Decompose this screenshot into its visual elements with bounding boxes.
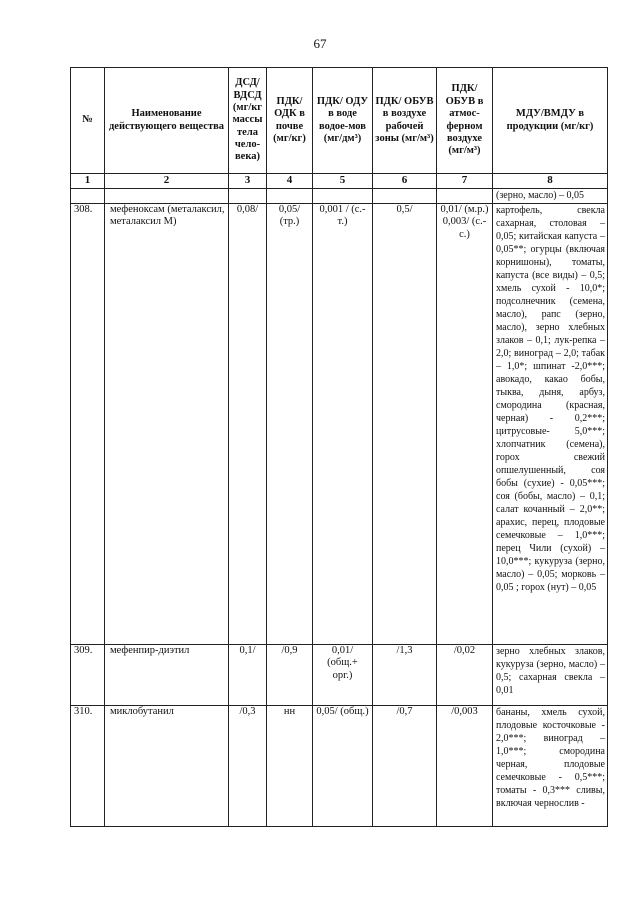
table-row — [71, 706, 608, 827]
header-name: Наименование действующего вещества — [105, 68, 229, 174]
obuv-work-value: /0,7 — [373, 706, 437, 827]
pdk-water-value: 0,01/ (общ.+ орг.) — [313, 645, 373, 706]
row-number: 310. — [71, 706, 105, 827]
mrl-value: зерно хлебных злаков, кукуруза (зерно, масло) – 0,5; сахарная свекла – 0,01 — [493, 645, 608, 706]
header-no: № — [71, 68, 105, 174]
obuv-atm-value: /0,003 — [437, 706, 493, 827]
dsd-value: /0,3 — [229, 706, 267, 827]
column-number: 3 — [229, 174, 267, 189]
obuv-work-value: 0,5/ — [373, 204, 437, 645]
table-row — [71, 645, 608, 706]
header-dsd: ДСД/ ВДСД (мг/кг массы тела чело-века) — [229, 68, 267, 174]
obuv-atm-value: 0,01/ (м.р.) 0,003/ (с.-с.) — [437, 204, 493, 645]
column-number: 6 — [373, 174, 437, 189]
pdk-soil-value: нн — [267, 706, 313, 827]
obuv-atm-value: /0,02 — [437, 645, 493, 706]
mrl-value: бананы, хмель сухой, плодовые косточковые - 2,0***; виноград – 1,0***; смородина черная, плодовые семечковые - 0,5***; томаты - 0,3*** сливы, включая чернослив - — [493, 706, 608, 827]
substance-name: мефенпир-диэтил — [105, 645, 229, 706]
obuv-work-value: /1,3 — [373, 645, 437, 706]
header-obuv-atm: ПДК/ ОБУВ в атмос-ферном воздухе (мг/м³) — [437, 68, 493, 174]
column-number-row — [71, 174, 608, 189]
continuation-row — [71, 189, 608, 204]
pdk-soil-value: 0,05/ (тр.) — [267, 204, 313, 645]
page-number: 67 — [313, 36, 327, 51]
header-pdk-water: ПДК/ ОДУ в воде водое-мов (мг/дм³) — [313, 68, 373, 174]
column-number: 8 — [493, 174, 608, 189]
substance-name: миклобутанил — [105, 706, 229, 827]
mrl-value: картофель, свекла сахарная, столовая – 0,05; китайская капуста – 0,05**; огурцы (включая корнишоны), томаты, капуста (все виды) – 0,5; хмель сухой - 10,0*; подсолнечник (семена, масло), рапс (зерно, масло), зерно хлебных злаков – 0,1; лук-репка – 2,0; виноград – 2,0; табак – 1,0*; шпинат -2,0***; авокадо, какао бобы, тыква, дыня, арбуз, смородина (красная, черная) - 0,2***; цитрусовые- 5,0***; хлопчатник (семена), горох свежий опшелушенный, соя бобы (сухие) - 0,05***; соя (бобы, масло) – 0,1; салат кочанный – 2,0**; арахис, перец, плодовые семечковые – 1,0***; перец Чили (сухой) – 10,0***; кукуруза (зерно, масло) – 0,05; морковь – 0,05 ; горох (нут) – 0,05 — [493, 204, 608, 645]
header-obuv-work: ПДК/ ОБУВ в воздухе рабочей зоны (мг/м³) — [373, 68, 437, 174]
substance-name: мефеноксам (металаксил, металаксил М) — [105, 204, 229, 645]
row-number: 308. — [71, 204, 105, 645]
pdk-soil-value: /0,9 — [267, 645, 313, 706]
dsd-value: 0,08/ — [229, 204, 267, 645]
header-mrl: МДУ/ВМДУ в продукции (мг/кг) — [493, 68, 608, 174]
column-number: 4 — [267, 174, 313, 189]
column-number: 5 — [313, 174, 373, 189]
column-number: 7 — [437, 174, 493, 189]
pdk-water-value: 0,001 / (с.-т.) — [313, 204, 373, 645]
continuation-text: (зерно, масло) – 0,05 — [493, 189, 608, 204]
header-pdk-soil: ПДК/ ОДК в почве (мг/кг) — [267, 68, 313, 174]
column-number: 1 — [71, 174, 105, 189]
regulation-table — [70, 67, 608, 827]
pdk-water-value: 0,05/ (общ.) — [313, 706, 373, 827]
table-row — [71, 204, 608, 645]
row-number: 309. — [71, 645, 105, 706]
column-number: 2 — [105, 174, 229, 189]
dsd-value: 0,1/ — [229, 645, 267, 706]
header-row — [71, 68, 608, 174]
